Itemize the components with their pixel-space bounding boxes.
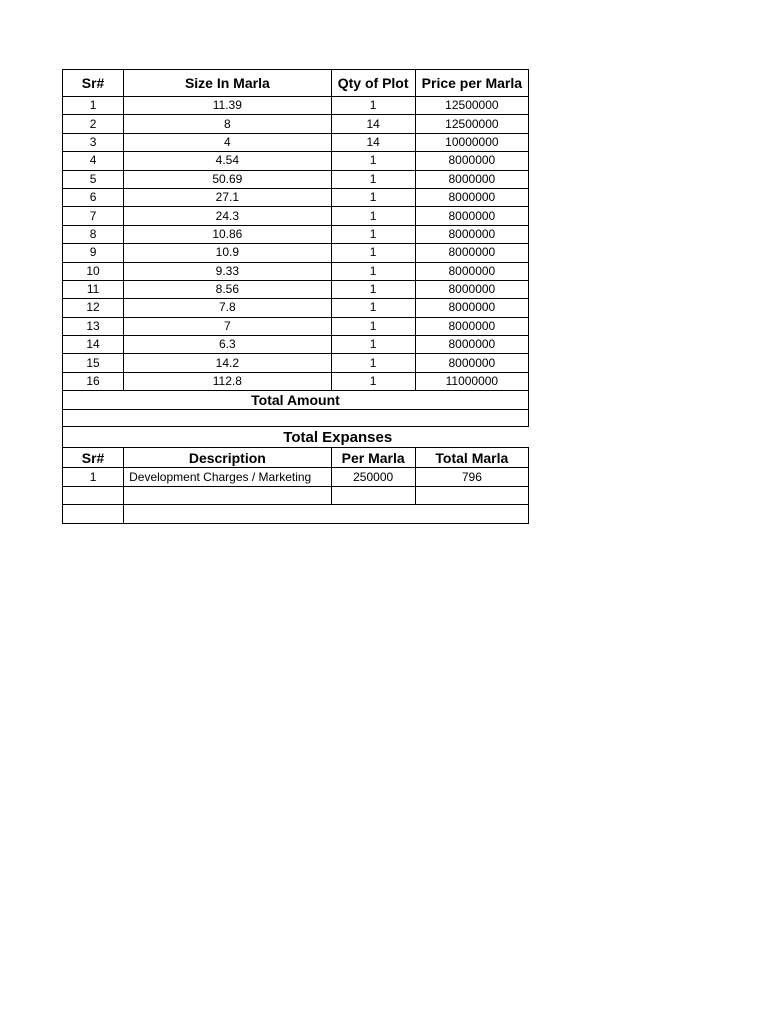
table-row (63, 299, 529, 317)
table-row (63, 207, 529, 225)
cell-size[interactable]: 7 (124, 317, 331, 335)
cell-qty[interactable]: 1 (331, 336, 415, 354)
table-row (63, 280, 529, 298)
cell-sr[interactable]: 9 (63, 244, 124, 262)
cell-sr[interactable]: 5 (63, 170, 124, 188)
cell-size[interactable]: 14.2 (124, 354, 331, 372)
spacer-row (63, 410, 529, 427)
cell-price[interactable]: 12500000 (415, 97, 528, 115)
cell-price[interactable]: 12500000 (415, 115, 528, 133)
cell-qty[interactable]: 1 (331, 188, 415, 206)
table-row (63, 244, 529, 262)
cell-size[interactable]: 11.39 (124, 97, 331, 115)
table-row (63, 115, 529, 133)
plots-body (63, 97, 529, 391)
table-row (63, 133, 529, 151)
cell-price[interactable]: 8000000 (415, 170, 528, 188)
cell-price[interactable]: 11000000 (415, 372, 528, 390)
expenses-title-row (63, 427, 529, 448)
cell-sr[interactable]: 16 (63, 372, 124, 390)
expenses-title-cell[interactable] (63, 427, 529, 448)
cell-qty[interactable]: 14 (331, 133, 415, 151)
cell-sr[interactable]: 1 (63, 97, 124, 115)
expenses-header-row (63, 448, 529, 468)
empty-cell[interactable] (124, 486, 331, 505)
cell-price[interactable]: 8000000 (415, 225, 528, 243)
cell-sr[interactable]: 7 (63, 207, 124, 225)
cell-price[interactable]: 8000000 (415, 152, 528, 170)
exp-cell-description[interactable]: Development Charges / Marketing (124, 468, 331, 487)
table-row (63, 354, 529, 372)
cell-price[interactable]: 8000000 (415, 244, 528, 262)
expenses-title: Total Expanses (283, 428, 393, 446)
cell-sr[interactable]: 14 (63, 336, 124, 354)
table-row (63, 336, 529, 354)
cell-sr[interactable]: 2 (63, 115, 124, 133)
cell-qty[interactable]: 14 (331, 115, 415, 133)
cell-size[interactable]: 7.8 (124, 299, 331, 317)
cell-size[interactable]: 8 (124, 115, 331, 133)
exp-header-description: Description (124, 448, 331, 468)
cell-qty[interactable]: 1 (331, 152, 415, 170)
table-row (63, 152, 529, 170)
cell-size[interactable]: 6.3 (124, 336, 331, 354)
exp-header-total-marla: Total Marla (415, 448, 528, 468)
cell-sr[interactable]: 15 (63, 354, 124, 372)
cell-price[interactable]: 8000000 (415, 299, 528, 317)
exp-header-sr: Sr# (63, 448, 124, 468)
cell-sr[interactable]: 3 (63, 133, 124, 151)
cell-sr[interactable]: 12 (63, 299, 124, 317)
expenses-row (63, 468, 529, 487)
spreadsheet-area (62, 69, 529, 524)
exp-cell-sr[interactable]: 1 (63, 468, 124, 487)
table-row (63, 262, 529, 280)
cell-size[interactable]: 112.8 (124, 372, 331, 390)
empty-row (63, 505, 529, 524)
cell-qty[interactable]: 1 (331, 372, 415, 390)
cell-sr[interactable]: 11 (63, 280, 124, 298)
header-price: Price per Marla (415, 70, 528, 97)
cell-size[interactable]: 9.33 (124, 262, 331, 280)
table-row (63, 188, 529, 206)
cell-price[interactable]: 8000000 (415, 207, 528, 225)
cell-sr[interactable]: 10 (63, 262, 124, 280)
empty-cell[interactable] (415, 486, 528, 505)
cell-qty[interactable]: 1 (331, 280, 415, 298)
cell-size[interactable]: 24.3 (124, 207, 331, 225)
table-row (63, 372, 529, 390)
cell-price[interactable]: 10000000 (415, 133, 528, 151)
table-row (63, 317, 529, 335)
header-size: Size In Marla (124, 70, 331, 97)
cell-price[interactable]: 8000000 (415, 188, 528, 206)
cell-size[interactable]: 8.56 (124, 280, 331, 298)
exp-header-per-marla: Per Marla (331, 448, 415, 468)
cell-size[interactable]: 27.1 (124, 188, 331, 206)
total-amount-row (63, 391, 529, 410)
empty-cell[interactable] (331, 486, 415, 505)
cell-price[interactable]: 8000000 (415, 354, 528, 372)
plots-table (62, 69, 529, 524)
cell-qty[interactable]: 1 (331, 97, 415, 115)
cell-size[interactable]: 10.9 (124, 244, 331, 262)
empty-cell[interactable] (63, 410, 529, 427)
cell-size[interactable]: 10.86 (124, 225, 331, 243)
cell-qty[interactable]: 1 (331, 262, 415, 280)
cell-sr[interactable]: 4 (63, 152, 124, 170)
cell-price[interactable]: 8000000 (415, 317, 528, 335)
cell-sr[interactable]: 8 (63, 225, 124, 243)
header-sr: Sr# (63, 70, 124, 97)
cell-size[interactable]: 4.54 (124, 152, 331, 170)
cell-size[interactable]: 4 (124, 133, 331, 151)
cell-price[interactable]: 8000000 (415, 336, 528, 354)
cell-sr[interactable]: 6 (63, 188, 124, 206)
empty-cell[interactable] (63, 505, 124, 524)
cell-sr[interactable]: 13 (63, 317, 124, 335)
header-qty: Qty of Plot (331, 70, 415, 97)
cell-qty[interactable]: 1 (331, 225, 415, 243)
empty-merged-cell[interactable] (124, 505, 529, 524)
cell-qty[interactable]: 1 (331, 317, 415, 335)
cell-price[interactable]: 8000000 (415, 280, 528, 298)
table-row (63, 225, 529, 243)
empty-row (63, 486, 529, 505)
cell-size[interactable]: 50.69 (124, 170, 331, 188)
cell-qty[interactable]: 1 (331, 354, 415, 372)
cell-qty[interactable]: 1 (331, 299, 415, 317)
cell-qty[interactable]: 1 (331, 244, 415, 262)
empty-cell[interactable] (63, 486, 124, 505)
exp-cell-total-marla[interactable]: 796 (415, 468, 528, 487)
exp-cell-per-marla[interactable]: 250000 (331, 468, 415, 487)
cell-qty[interactable]: 1 (331, 207, 415, 225)
plots-header-row (63, 70, 529, 97)
table-row (63, 170, 529, 188)
cell-qty[interactable]: 1 (331, 170, 415, 188)
total-amount-label[interactable]: Total Amount (63, 391, 529, 410)
cell-price[interactable]: 8000000 (415, 262, 528, 280)
table-row (63, 97, 529, 115)
